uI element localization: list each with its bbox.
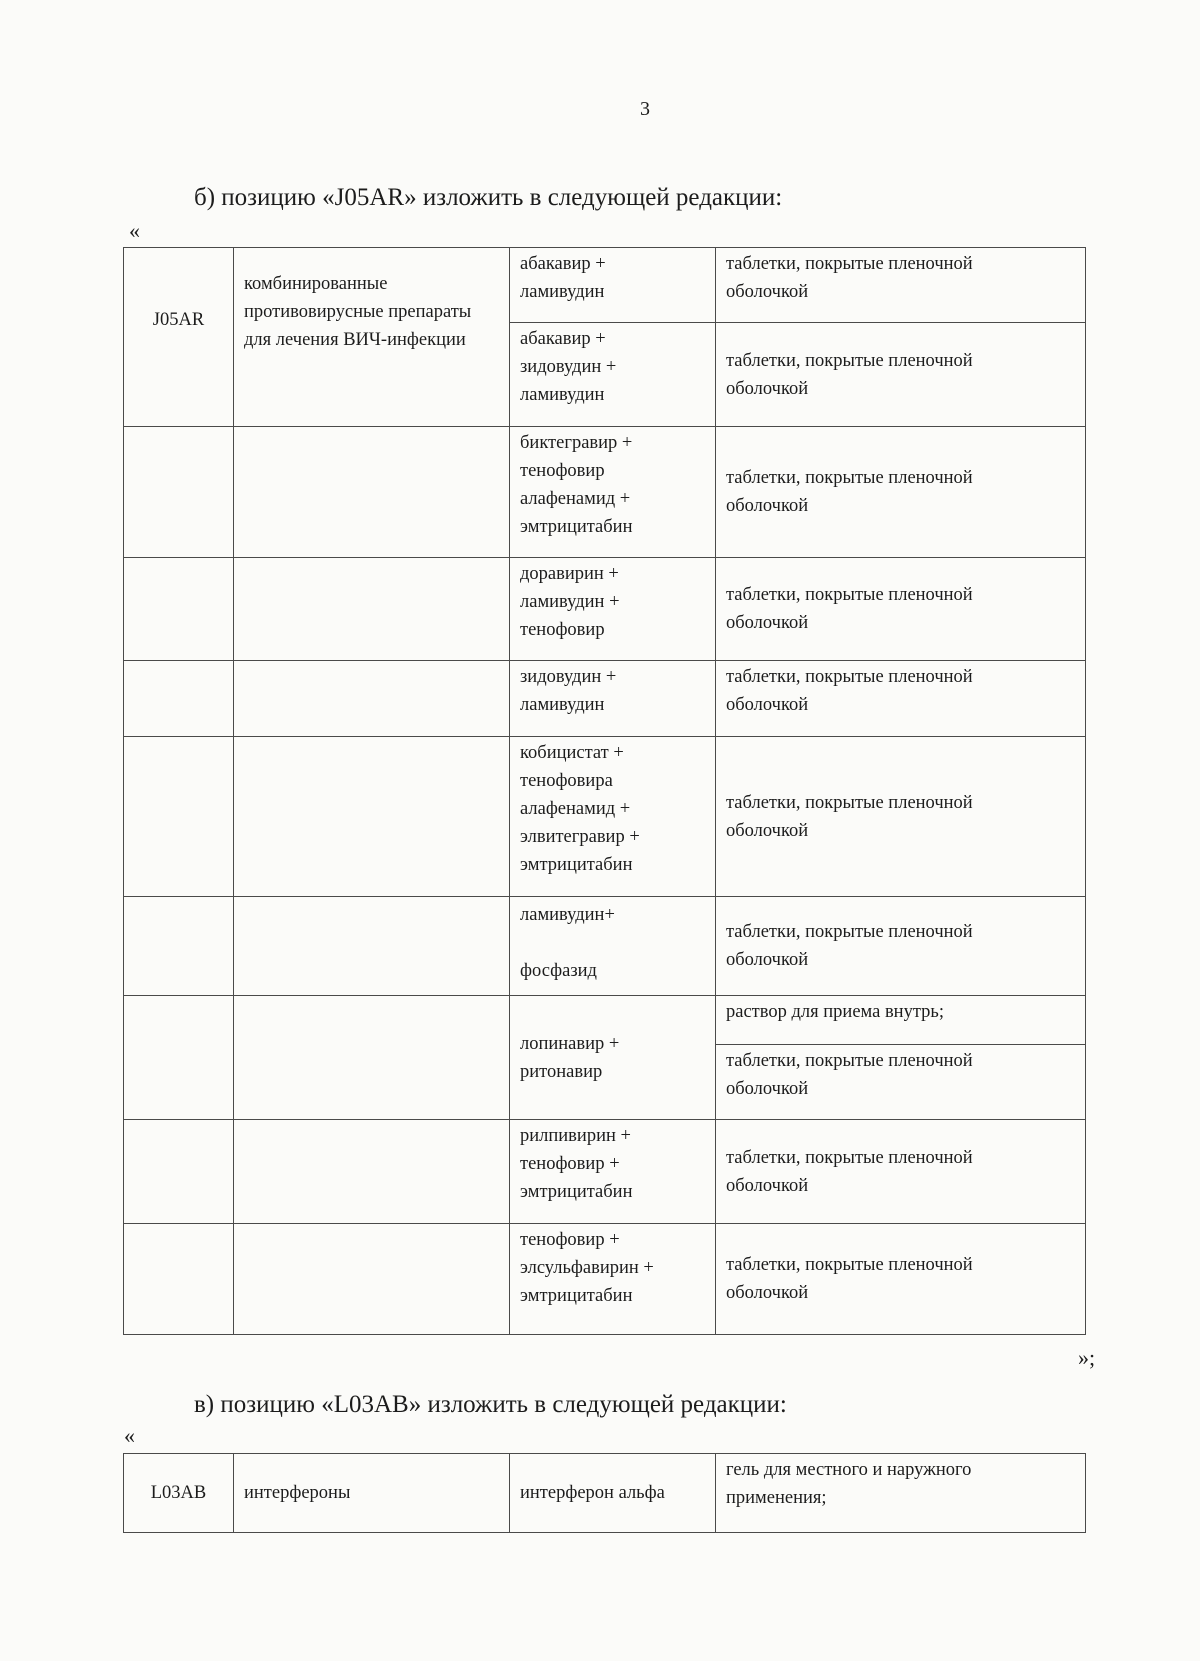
empty-code-cell [124, 1224, 234, 1334]
drug-cell [510, 996, 716, 1120]
page-number: 3 [640, 98, 650, 120]
form-cell [716, 427, 1085, 558]
empty-group-cell [234, 1224, 510, 1334]
drug-cell: рилпивирин + тенофовир + эмтрицитабин [510, 1120, 716, 1224]
drug-text: интерферон альфа [520, 1483, 665, 1503]
form-cell [716, 323, 1085, 427]
empty-code-cell [124, 661, 234, 737]
form-cell [716, 737, 1085, 897]
form-cell: таблетки, покрытые пленочной оболочкой [716, 1045, 1085, 1120]
empty-code-cell [124, 427, 234, 558]
form-text: таблетки, покрытые пленочной оболочкой [726, 1255, 973, 1303]
form-text: таблетки, покрытые пленочной оболочкой [726, 922, 973, 970]
empty-code-cell [124, 1120, 234, 1224]
drug-cell: абакавир + зидовудин + ламивудин [510, 323, 716, 427]
empty-code-cell [124, 996, 234, 1120]
group-cell: комбинированные противовирусные препараты для лечения ВИЧ-инфекции [234, 248, 510, 427]
open-quote-c: « [124, 1423, 135, 1448]
drug-cell: биктегравир + тенофовир алафенамид + эмтрицитабин [510, 427, 716, 558]
form-cell [716, 1224, 1085, 1334]
form-text: таблетки, покрытые пленочной оболочкой [726, 1147, 973, 1196]
drug-text: лопинавир + ритонавир [520, 1033, 620, 1082]
atc-code-cell: J05AR [124, 248, 234, 427]
drug-cell: тенофовир + элсульфавирин + эмтрицитабин [510, 1224, 716, 1334]
drug-cell: абакавир + ламивудин [510, 248, 716, 323]
form-cell [716, 897, 1085, 996]
drug-cell: доравирин + ламивудин + тенофовир [510, 558, 716, 661]
empty-group-cell [234, 996, 510, 1120]
form-text: таблетки, покрытые пленочной оболочкой [726, 350, 973, 399]
empty-group-cell [234, 427, 510, 558]
empty-group-cell [234, 737, 510, 897]
form-cell: таблетки, покрытые пленочной оболочкой [716, 661, 1085, 737]
form-cell: таблетки, покрытые пленочной оболочкой [716, 248, 1085, 323]
form-text: таблетки, покрытые пленочной оболочкой [726, 585, 973, 633]
empty-code-cell [124, 897, 234, 996]
empty-code-cell [124, 558, 234, 661]
table-l03ab [123, 1453, 1086, 1533]
form-cell: гель для местного и наружного применения; [726, 1460, 972, 1508]
empty-group-cell [234, 558, 510, 661]
table-j05ar [123, 247, 1086, 1335]
form-cell [716, 1120, 1085, 1224]
open-quote-b: « [129, 218, 140, 243]
empty-group-cell [234, 897, 510, 996]
empty-group-cell [234, 661, 510, 737]
form-text: таблетки, покрытые пленочной оболочкой [726, 792, 973, 841]
drug-cell: зидовудин + ламивудин [510, 661, 716, 737]
form-cell: раствор для приема внутрь; [716, 996, 1085, 1045]
drug-cell: ламивудин+ фосфазид [510, 897, 716, 996]
empty-code-cell [124, 737, 234, 897]
atc-code-cell [124, 1454, 234, 1532]
section-b-heading: б) позицию «J05AR» изложить в следующей редакции: [194, 184, 783, 211]
group-text: интерфероны [244, 1483, 351, 1503]
group-cell [234, 1454, 510, 1532]
section-c-heading: в) позицию «L03AB» изложить в следующей редакции: [194, 1391, 787, 1418]
form-cell [716, 558, 1085, 661]
drug-cell [510, 1454, 716, 1532]
code-text: L03AB [150, 1483, 207, 1503]
empty-group-cell [234, 1120, 510, 1224]
drug-cell: кобицистат + тенофовира алафенамид + элвитегравир + эмтрицитабин [510, 737, 716, 897]
form-text: таблетки, покрытые пленочной оболочкой [726, 468, 973, 516]
close-quote-b: »; [1078, 1345, 1096, 1370]
